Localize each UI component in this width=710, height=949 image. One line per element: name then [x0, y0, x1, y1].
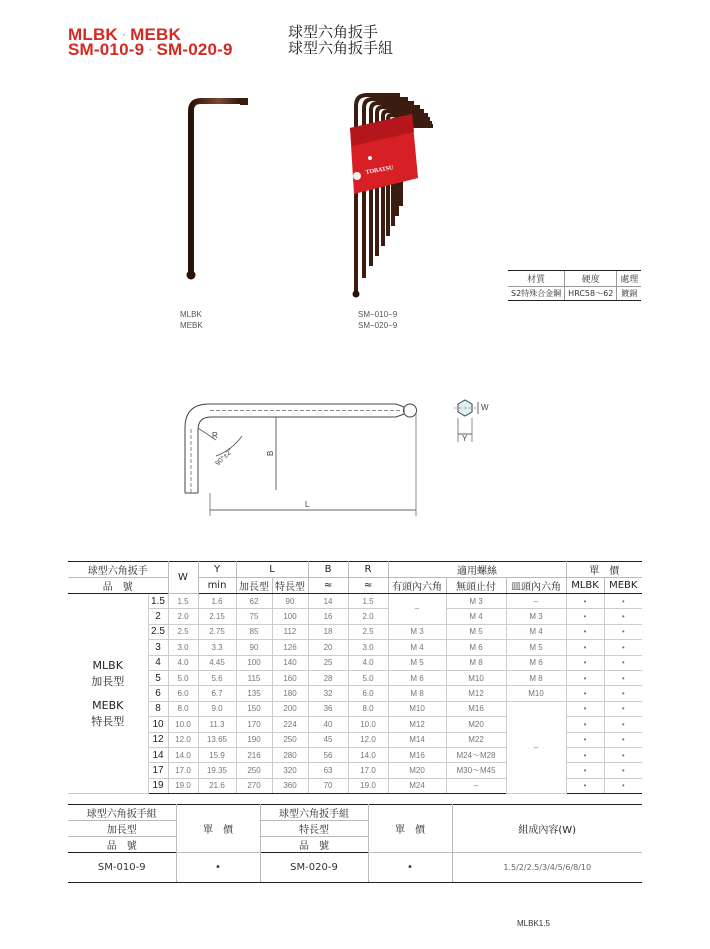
- product-title-line-2: SM-010-9 · SM-020-9: [68, 40, 233, 59]
- spec-header-r: R: [348, 562, 388, 578]
- single-caption-2: MEBK: [180, 321, 203, 330]
- group-label: MLBK 加長型 MEBK 特長型: [68, 594, 148, 794]
- socket-screw-dash: –: [388, 594, 446, 625]
- single-wrench-photo: [180, 95, 260, 285]
- table-row: 3 3.0 3.3 90 126 20 3.0 M 4 M 6 M 5 • •: [68, 640, 642, 655]
- spec-header-screw-socket: 有頭內六角: [388, 578, 446, 594]
- set-code-a: SM-010-9: [68, 853, 176, 883]
- set-header-a-1: 球型六角扳手組: [68, 805, 176, 821]
- set-content: 1.5/2/2.5/3/4/5/6/8/10: [452, 853, 642, 883]
- spec-header-w: W: [168, 562, 198, 594]
- spec-header-screw-flat: 皿頭內六角: [506, 578, 566, 594]
- set-header-b-2: 特長型: [260, 821, 368, 837]
- table-row: 4 4.0 4.45 100 140 25 4.0 M 5 M 8 M 6 • •: [68, 655, 642, 670]
- spec-header-l-extra: 特長型: [272, 578, 308, 594]
- spec-header-l-long: 加長型: [236, 578, 272, 594]
- spec-header-price-mebk: MEBK: [604, 578, 642, 594]
- flat-screw-dash: –: [506, 701, 566, 793]
- set-header-b-3: 品 號: [260, 837, 368, 853]
- set-header-price-b: 單 價: [368, 805, 452, 853]
- set-price-b: •: [368, 853, 452, 883]
- table-row: [68, 853, 642, 883]
- spec-header-b-approx: ≈: [308, 578, 348, 594]
- subtitle-line-1: 球型六角扳手: [288, 23, 379, 41]
- spec-header-price-mlbk: MLBK: [566, 578, 604, 594]
- material-header: 材質: [508, 271, 565, 287]
- table-row: 19 19.0 21.6 270 360 70 19.0 M24 – • •: [68, 778, 642, 793]
- drawing-label-y: Y: [462, 434, 468, 443]
- hardness-header: 硬度: [565, 271, 617, 287]
- table-row: 8 8.0 9.0 150 200 36 8.0 M10 M16 – • •: [68, 701, 642, 716]
- set-caption-1: SM−010−9: [358, 310, 398, 319]
- spec-header-code: 品 號: [68, 578, 168, 594]
- set-code-b: SM-020-9: [260, 853, 368, 883]
- holder-brand-label: TOBATSU: [365, 165, 395, 176]
- set-header-price-a: 單 價: [176, 805, 260, 853]
- treatment-header: 處理: [617, 271, 642, 287]
- table-row: MLBK 加長型 MEBK 特長型 1.5 1.5 1.6 62 90 14 1.5 – M 3 – • •: [68, 594, 642, 609]
- set-caption-2: SM−020−9: [358, 321, 398, 330]
- spec-table: [68, 561, 642, 794]
- technical-drawing: [170, 390, 520, 520]
- hardness-value: HRC58〜62: [565, 287, 617, 301]
- spec-header-product: 球型六角扳手: [68, 562, 168, 578]
- table-row: 2 2.0 2.15 75 100 16 2.0 M 4 M 3 • •: [68, 609, 642, 624]
- table-row: 5 5.0 5.6 115 160 28 5.0 M 6 M10 M 8 • •: [68, 670, 642, 685]
- page-code: MLBK1.5: [517, 919, 550, 928]
- table-row: 12 12.0 13.65 190 250 45 12.0 M14 M22 • •: [68, 732, 642, 747]
- drawing-label-w: W: [481, 403, 489, 412]
- product-title-line-1: MLBK · MEBK: [68, 25, 181, 44]
- set-price-a: •: [176, 853, 260, 883]
- drawing-label-b: B: [266, 450, 275, 456]
- set-header-content: 組成內容(W): [452, 805, 642, 853]
- wrench-set-photo: [340, 86, 440, 304]
- spec-header-y: Y: [198, 562, 236, 578]
- single-caption-1: MLBK: [180, 310, 202, 319]
- spec-header-price: 單 價: [566, 562, 642, 578]
- material-table: [508, 270, 641, 301]
- table-row: 17 17.0 19.35 250 320 63 17.0 M20 M30〜M45 • •: [68, 763, 642, 778]
- table-row: 6 6.0 6.7 135 180 32 6.0 M 8 M12 M10 • •: [68, 686, 642, 701]
- spec-header-screw-set: 無頭止付: [446, 578, 506, 594]
- drawing-label-l: L: [305, 500, 310, 509]
- table-row: 10 10.0 11.3 170 224 40 10.0 M12 M20 • •: [68, 717, 642, 732]
- table-row: 2.5 2.5 2.75 85 112 18 2.5 M 3 M 5 M 4 • •: [68, 624, 642, 639]
- subtitle-line-2: 球型六角扳手組: [288, 39, 394, 57]
- material-value: S2特殊合金鋼: [508, 287, 565, 301]
- drawing-label-r: R: [212, 431, 218, 440]
- set-header-a-3: 品 號: [68, 837, 176, 853]
- set-header-a-2: 加長型: [68, 821, 176, 837]
- spec-header-l: L: [236, 562, 308, 578]
- table-row: 14 14.0 15.9 216 280 56 14.0 M16 M24〜M28 • •: [68, 747, 642, 762]
- set-table: [68, 804, 642, 883]
- spec-header-min: min: [198, 578, 236, 594]
- set-header-b-1: 球型六角扳手組: [260, 805, 368, 821]
- spec-header-r-approx: ≈: [348, 578, 388, 594]
- spec-header-screw: 適用螺絲: [388, 562, 566, 578]
- spec-header-b: B: [308, 562, 348, 578]
- drawing-angle-label: 90°±2°: [214, 447, 235, 468]
- treatment-value: 鍍銅: [617, 287, 642, 301]
